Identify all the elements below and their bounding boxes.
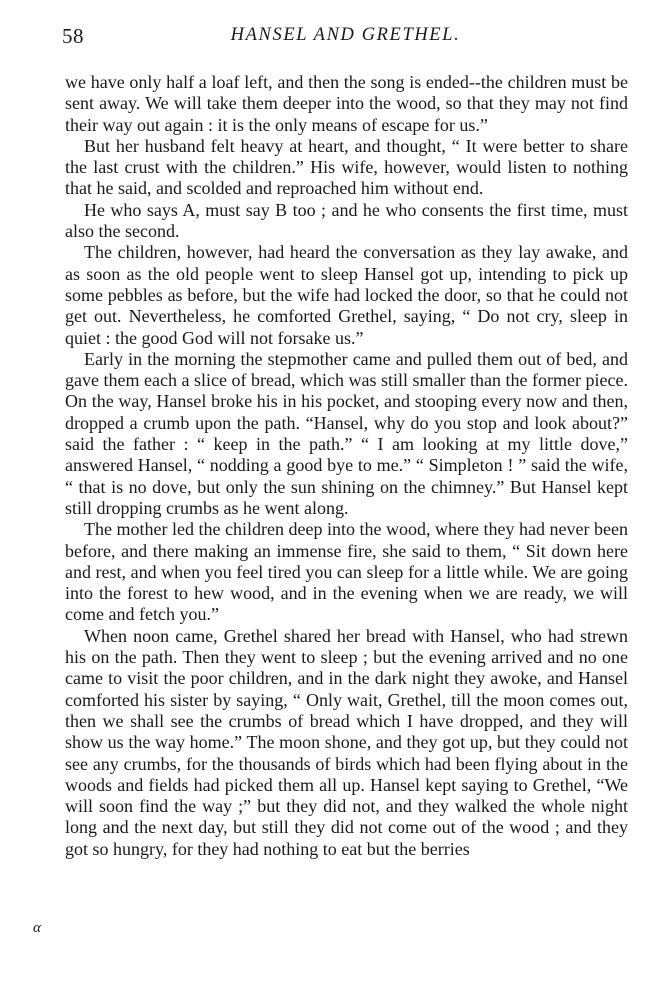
body-text [65,72,628,860]
page-header [62,24,629,50]
paragraph: The mother led the children deep into the wood, where they had never been before, and there making an immense fire, she said to them, “ Sit down here and rest, and when you feel tired you can sleep for a little while. We are going into the forest to hew wood, and in the evening when we are ready, we will come and fetch you.” [65,519,628,625]
paragraph: The children, however, had heard the conversation as they lay awake, and as soon as the old people went to sleep Hansel got up, intending to pick up some pebbles as before, but the wife had locked the door, so that he could not get out. Nevertheless, he comforted Grethel, saying, “ Do not cry, sleep in quiet : the good God will not forsake us.” [65,242,628,348]
page-number: 58 [62,24,84,48]
margin-pencil-mark: α [33,920,41,936]
paragraph: When noon came, Grethel shared her bread with Hansel, who had strewn his on the path. Then they went to sleep ; but the evening arrived and no one came to visit the poor children, and in the dark night they awoke, and Hansel comforted his sister by saying, “ Only wait, Grethel, till the moon comes out, then we shall see the crumbs of bread which I have dropped, and they will show us the way home.” The moon shone, and they got up, but they could not see any crumbs, for the thousands of birds which had been flying about in the woods and fields had picked them all up. Hansel kept saying to Grethel, “We will soon find the way ;” but they did not, and they walked the whole night long and the next day, but still they did not come out of the wood ; and they got so hungry, for they had nothing to eat but the berries [65,625,628,859]
paragraph: He who says A, must say B too ; and he who consents the first time, must also the second. [65,199,628,242]
paragraph: Early in the morning the stepmother came and pulled them out of bed, and gave them each a slice of bread, which was still smaller than the former piece. On the way, Hansel broke his in his pocket, and stooping every now and then, dropped a crumb upon the path. “Hansel, why do you stop and look about?” said the father : “ keep in the path.” “ I am looking at my little dove,” answered Hansel, “ nodding a good bye to me.” “ Simpleton ! ” said the wife, “ that is no dove, but only the sun shining on the chimney.” But Hansel kept still dropping crumbs as he went along. [65,348,628,518]
running-title: HANSEL AND GRETHEL. [230,25,461,45]
paragraph: we have only half a loaf left, and then the song is ended--the children must be sent away. We will take them deeper into the wood, so that they may not find their way out again : it is the only means of escape for us.” [65,72,628,135]
paragraph: But her husband felt heavy at heart, and thought, “ It were better to share the last crust with the children.” His wife, however, would listen to nothing that he said, and scolded and reproached him without end. [65,135,628,199]
